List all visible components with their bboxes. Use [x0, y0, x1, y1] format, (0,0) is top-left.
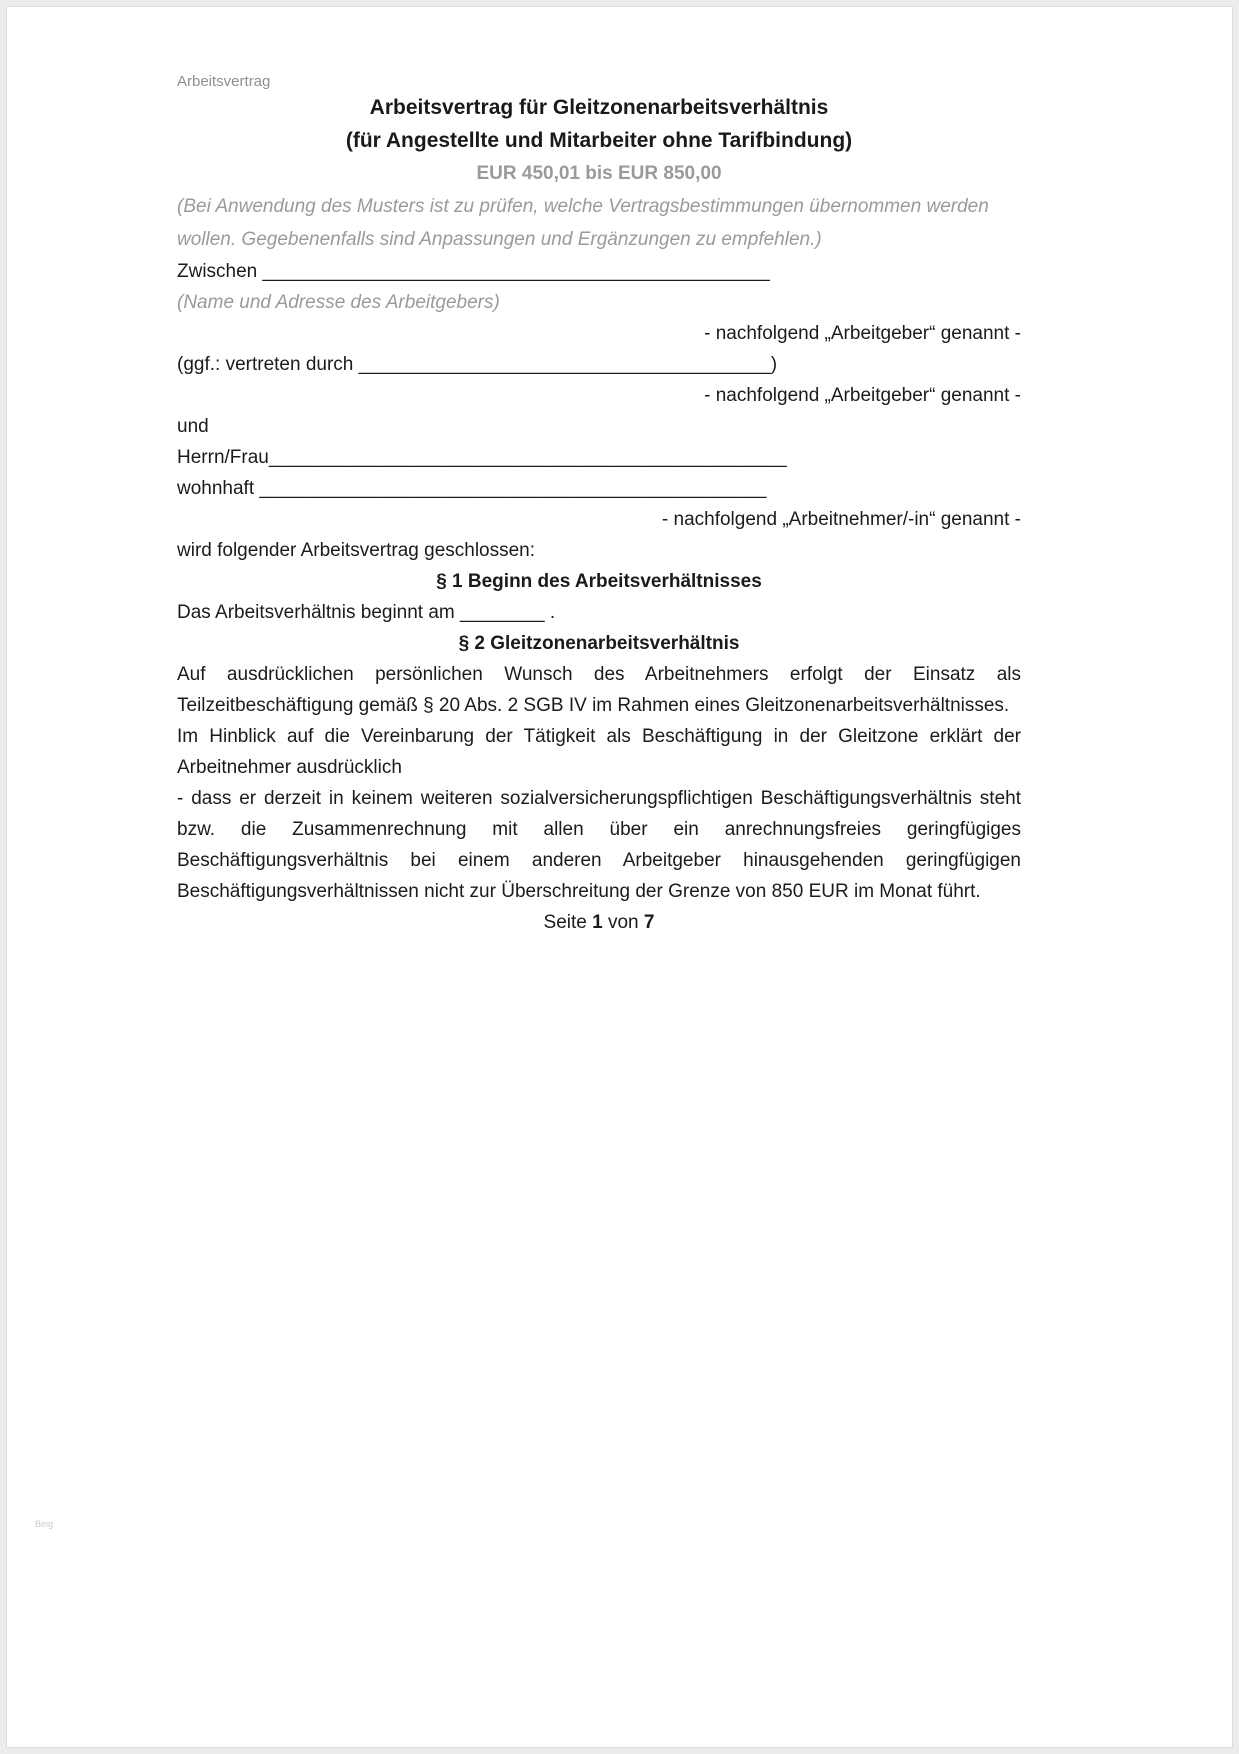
document-type-label: Arbeitsvertrag	[177, 73, 271, 90]
page-number	[177, 907, 1021, 938]
employee-address-line	[177, 473, 1021, 504]
employee-name-label: Herrn/Frau	[177, 447, 269, 468]
section-2-paragraph-3: - dass er derzeit in keinem weiteren sozialversicherungspflichtigen Beschäftigungsverhältnis steht bzw. die Zusammenrechnung mit allen über ein anrechnungsfreies geringfügiges Beschäftigungsverhältnis bei einem anderen Arbeitgeber hinausgehenden geringfügigen Beschäftigungsverhältnissen nicht zur Überschreitung der Grenze von 850 EUR im Monat führt.	[177, 788, 1021, 902]
section-2-paragraph-1: Auf ausdrücklichen persönlichen Wunsch des Arbeitnehmers erfolgt der Einsatz als Teilzeitbeschäftigung gemäß § 20 Abs. 2 SGB IV im Rahmen eines Gleitzonenarbeitsverhältnisses.	[177, 664, 1021, 716]
employer-address-hint: (Name und Adresse des Arbeitgebers)	[177, 292, 500, 313]
employee-address-blank: ________________________________________________	[259, 478, 767, 499]
employer-designation-2: - nachfolgend „Arbeitgeber“ genannt -	[704, 385, 1021, 406]
page-number-word-seite: Seite	[543, 912, 587, 933]
contract-intro: wird folgender Arbeitsvertrag geschlossen:	[177, 540, 536, 561]
start-date-blank: ________	[460, 602, 545, 623]
employee-name-line	[177, 442, 1021, 473]
section-1-body	[177, 597, 1021, 628]
employer-designation: - nachfolgend „Arbeitgeber“ genannt -	[704, 323, 1021, 344]
document-content	[177, 7, 1021, 938]
section-1-heading: § 1 Beginn des Arbeitsverhältnisses	[436, 571, 762, 592]
representative-label: (ggf.: vertreten durch	[177, 354, 359, 375]
document-subtitle: (für Angestellte und Mitarbeiter ohne Tarifbindung)	[345, 129, 853, 152]
title-block	[177, 91, 1021, 190]
section-2-paragraph-2: Im Hinblick auf die Vereinbarung der Tätigkeit als Beschäftigung in der Gleitzone erklärt der Arbeitnehmer ausdrücklich	[177, 726, 1021, 778]
employee-name-blank: _________________________________________________	[268, 447, 787, 468]
conjunction-und: und	[177, 416, 209, 437]
document-title: Arbeitsvertrag für Gleitzonenarbeitsverhältnis	[369, 96, 829, 119]
employer-name-blank: ________________________________________________	[262, 261, 770, 282]
party-employer-line	[177, 256, 1021, 287]
representative-blank: _______________________________________	[358, 354, 771, 375]
page-number-total: 7	[643, 912, 655, 933]
page-number-word-von: von	[607, 912, 639, 933]
representative-line	[177, 349, 1021, 380]
start-date-period: .	[544, 602, 556, 623]
zwischen-label: Zwischen	[177, 261, 263, 282]
section-2-heading: § 2 Gleitzonenarbeitsverhältnis	[458, 633, 740, 654]
usage-note: (Bei Anwendung des Musters ist zu prüfen, welche Vertragsbestimmungen übernommen werden wollen. Gegebenenfalls sind Anpassungen und Ergänzungen zu empfehlen.)	[177, 196, 989, 250]
salary-range: EUR 450,01 bis EUR 850,00	[476, 163, 722, 184]
employee-address-label: wohnhaft	[177, 478, 260, 499]
watermark-text: Bing	[35, 1519, 54, 1529]
employee-designation: - nachfolgend „Arbeitnehmer/-in“ genannt -	[661, 509, 1021, 530]
representative-close-paren: )	[770, 354, 778, 375]
document-page	[6, 6, 1233, 1748]
start-date-label: Das Arbeitsverhältnis beginnt am	[177, 602, 461, 623]
page-number-current: 1	[592, 912, 603, 933]
